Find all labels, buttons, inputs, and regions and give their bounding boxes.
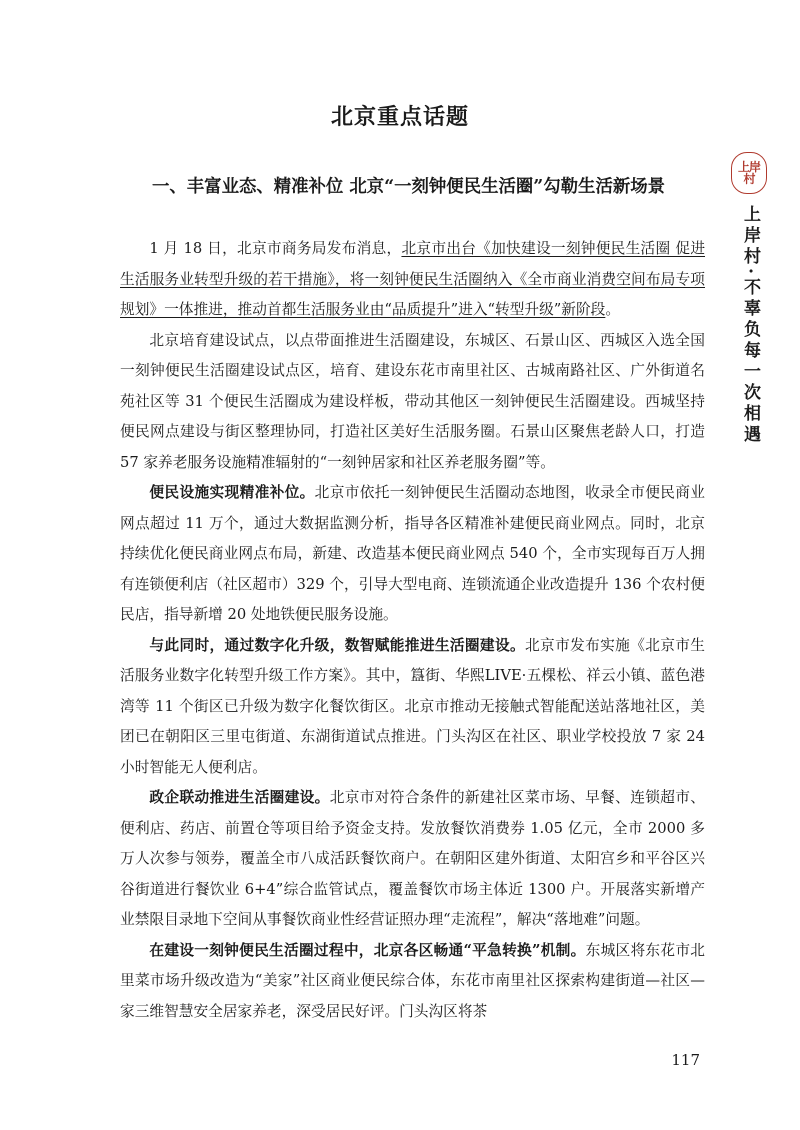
article-body [120, 234, 705, 1027]
paragraph [120, 631, 705, 784]
paragraph [120, 326, 705, 479]
page-title: 北京重点话题 [330, 104, 469, 130]
paragraph [120, 783, 705, 936]
brand-logo [731, 152, 767, 194]
paragraph [120, 936, 705, 1028]
bold-lead-text: 与此同时，通过数字化升级，数智赋能推进生活圈建设。 [149, 636, 526, 654]
text-run: 。 [605, 301, 621, 318]
bold-lead-text: 便民设施实现精准补位。 [149, 484, 315, 501]
bold-lead-text: 在建设一刻钟便民生活圈过程中，北京各区畅通“平急转换”机制。 [149, 941, 586, 959]
text-run: 北京培育建设试点，以点带面推进生活圈建设，东城区、石景山区、西城区入选全国一刻钟便民生活圈建设试点区，培育、建设东花市南里社区、古城南路社区、广外街道名苑社区等 31 个便民生活圈成为建设样板，带动其他区一刻钟便民生活圈建设。西城坚持便民网点建设与街区整理协同，打造社区美好生活服务圈。石景山区聚焦老龄人口，打造 57 家养老服务设施精准辐射的“一刻钟居家和社区养老服务圈”等。 [120, 331, 705, 471]
text-run: 东城区将东花市北里菜市场升级改造为“美家”社区商业便民综合体，东花市南里社区探索构建街道—社区—家三维智慧安全居家养老，深受居民好评。门头沟区将茶 [120, 941, 705, 1020]
paragraph [120, 478, 705, 631]
text-run: 1 月 18 日，北京市商务局发布消息， [149, 240, 402, 257]
text-run: 北京市发布实施《北京市生活服务业数字化转型升级工作方案》。其中，簋街、华熙LIVE·五棵松、祥云小镇、蓝色港湾等 11 个街区已升级为数字化餐饮街区。北京市推动无接触式智能配送站落地社区，美团已在朝阳区三里屯街道、东湖街道试点推进。门头沟区在社区、职业学校投放 7 家 24 小时智能无人便利店。 [120, 636, 705, 776]
side-tagline: 上岸村·不辜负每一次相遇 [740, 205, 760, 446]
text-run: 北京市对符合条件的新建社区菜市场、早餐、连锁超市、便利店、药店、前置仓等项目给予资金支持。发放餐饮消费券 1.05 亿元，全市 2000 多万人次参与领券，覆盖全市八成活跃餐饮商户。在朝阳区建外街道、太阳宫乡和平谷区兴谷街道进行餐饮业 6+4”综合监管试点，覆盖餐饮市场主体近 1300 户。开展落实新增产业禁限目录地下空间从事餐饮商业性经营证照办理“走流程”，解决“落地难”问题。 [120, 789, 705, 928]
bold-lead-text: 政企联动推进生活圈建设。 [149, 789, 330, 806]
page-number: 117 [671, 1051, 700, 1069]
underlined-text: 北京市出台《加快建设一刻钟便民生活圈 促进生活服务业转型升级的若干措施》，将一刻钟便民生活圈纳入《全市商业消费空间布局专项规划》一体推进，推动首都生活服务业由“品质提升”进入“转型升级”新阶段 [120, 240, 706, 318]
brand-logo-text: 上岸村 [738, 160, 761, 186]
text-run: 北京市依托一刻钟便民生活圈动态地图，收录全市便民商业网点超过 11 万个，通过大数据监测分析，指导各区精准补建便民商业网点。同时，北京持续优化便民商业网点布局，新建、改造基本便民商业网点 540 个，全市实现每百万人拥有连锁便利店（社区超市）329 个，引导大型电商、连锁流通企业改造提升 136 个农村便民店，指导新增 20 处地铁便民服务设施。 [120, 484, 705, 623]
paragraph [120, 234, 705, 326]
section-heading: 一、丰富业态、精准补位 北京“一刻钟便民生活圈”勾勒生活新场景 [152, 177, 666, 197]
